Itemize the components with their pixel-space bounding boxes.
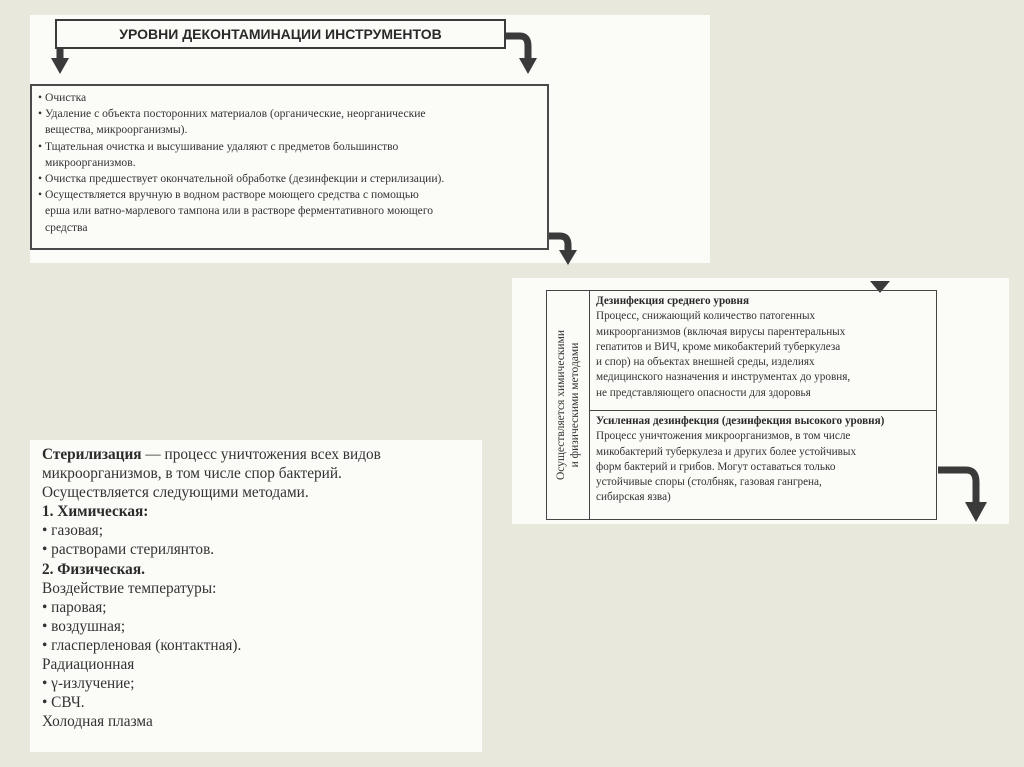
disinfection-methods-label (546, 290, 590, 520)
cleaning-line: • Тщательная очистка и высушивание удаляют с предметов большинство (38, 139, 399, 153)
sterilization-definition-text: — процесс уничтожения всех видов (141, 446, 381, 463)
medium-disinfection-box (589, 290, 937, 411)
high-disinfection-line: Процесс уничтожения микроорганизмов, в том числе (596, 430, 851, 443)
medium-disinfection-line: медицинского назначения и инструментах до уровня, (596, 371, 851, 384)
thermal-method-item: • гласперленовая (контактная). (42, 636, 242, 654)
high-disinfection-box (589, 410, 937, 520)
high-disinfection-line: сибирская язва) (596, 491, 671, 504)
medium-disinfection-line: микроорганизмов (включая вирусы парентеральных (596, 325, 846, 338)
cleaning-line: • Очистка (38, 91, 87, 104)
sterilization-line: Осуществляется следующими методами. (42, 484, 309, 502)
radiation-heading: Радиационная (42, 656, 135, 674)
cleaning-line: • Удаление с объекта посторонних материалов (органические, неорганические (38, 107, 426, 121)
cleaning-line: • Осуществляется вручную в водном растворе моющего средства с помощью (38, 188, 419, 202)
high-disinfection-line: устойчивые споры (столбняк, газовая гангрена, (596, 476, 822, 489)
chemical-method-item: • растворами стерилянтов. (42, 541, 215, 559)
cleaning-line: вещества, микроорганизмы). (45, 123, 188, 137)
side-label-line: и физическими методами (569, 342, 581, 468)
thermal-method-item: • паровая; (42, 598, 107, 616)
radiation-method-item: • СВЧ. (42, 694, 85, 712)
high-disinfection-heading: Усиленная дезинфекция (дезинфекция высокого уровня) (596, 415, 885, 427)
high-disinfection-line: форм бактерий и грибов. Могут оставаться только (596, 460, 836, 473)
physical-methods-heading: 2. Физическая. (42, 560, 145, 578)
medium-disinfection-line: не представляющего опасности для здоровья (596, 386, 811, 399)
sterilization-term: Стерилизация (42, 446, 142, 463)
thermal-method-item: • воздушная; (42, 617, 126, 635)
cleaning-box (30, 84, 549, 250)
cleaning-line: средства (45, 220, 88, 234)
sterilization-line: микроорганизмов, в том числе спор бактерий. (42, 465, 342, 483)
sterilization-definition (42, 445, 472, 464)
cold-plasma-method: Холодная плазма (42, 713, 153, 731)
medium-disinfection-line: и спор) на объектах внешней среды, изделиях (596, 356, 815, 369)
thermal-heading: Воздействие температуры: (42, 579, 217, 597)
cleaning-line: микроорганизмов. (45, 155, 136, 169)
diagram-title: УРОВНИ ДЕКОНТАМИНАЦИИ ИНСТРУМЕНТОВ (55, 19, 506, 49)
medium-disinfection-line: Процесс, снижающий количество патогенных (596, 310, 816, 323)
chemical-method-item: • газовая; (42, 522, 103, 540)
chemical-methods-heading: 1. Химическая: (42, 503, 149, 521)
cleaning-line: • Очистка предшествует окончательной обработке (дезинфекции и стерилизации). (38, 172, 445, 186)
medium-disinfection-heading: Дезинфекция среднего уровня (596, 295, 750, 307)
high-disinfection-line: микобактерий туберкулеза и других более устойчивых (596, 445, 857, 458)
sterilization-block (30, 440, 482, 752)
cleaning-line: ерша или ватно-марлевого тампона или в растворе ферментативного моющего (45, 204, 434, 218)
radiation-method-item: • γ-излучение; (42, 675, 135, 693)
side-label-line: Осуществляется химическими (555, 329, 567, 481)
medium-disinfection-line: гепатитов и ВИЧ, кроме микобактерий туберкулеза (596, 340, 841, 353)
curved-arrow-to-sterilization-icon (936, 458, 992, 526)
